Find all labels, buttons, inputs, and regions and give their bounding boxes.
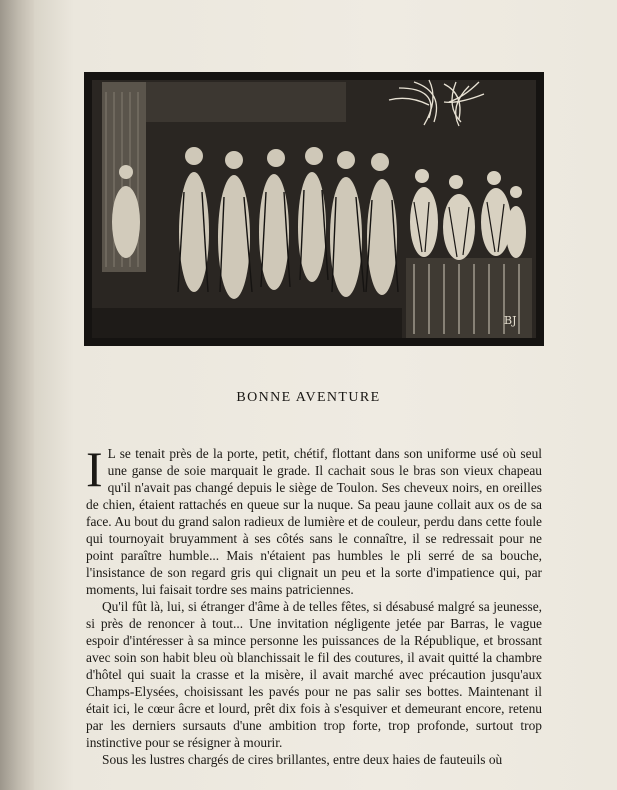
paragraph-3: Sous les lustres chargés de cires brillantes, entre deux haies de fauteuils où [102, 752, 503, 767]
engraver-monogram: BJ [504, 314, 517, 327]
paragraph-1 [86, 441, 542, 598]
woodcut-illustration [84, 72, 544, 346]
chapter-title: BONNE AVENTURE [236, 390, 381, 405]
chapter-text [86, 441, 542, 768]
paragraph-2: Qu'il fût là, lui, si étranger d'âme à de telles fêtes, si désabusé malgré sa jeunesse, si près de renoncer à tout... Une invitation négligente jetée par Barras, le vague espoir d'intéresser à sa mince personne les puissances de la République, et brossant avec soin son habit bleu où blanchissait le fil des coutures, il avait quitté la chambre d'hôtel qui suait la crasse et la misère, il avait marché avec précaution jusqu'aux Champs-Elysées, choisissant les pavés pour ne pas salir ses bottes. Maintenant il était ici, le cœur âcre et lourd, prêt dix fois à s'esquiver et demeurant encore, retenu par les derniers sursauts d'une ambition trop forte, trop profonde, surtout trop instinctive pour se résigner à mourir. [86, 599, 542, 750]
drop-cap: I [86, 441, 103, 497]
paragraph-1-text: L se tenait près de la porte, petit, chétif, flottant dans son uniforme usé où seul une ganse de soie marquait le grade. Il cachait sous le bras son vieux chapeau qu'il n'avait pas changé depuis le siège de Toulon. Ses cheveux noirs, en oreilles de chien, étaient rattachés en queue sur la nuque. Sa peau jaune collait aux os de sa face. Au bout du grand salon radieux de lumière et de couleur, perdu dans cette foule qui tournoyait bruyamment à ses côtés sans le connaître, il se redressait pour ne point paraître humble... Mais n'étaient pas humbles le pli serré de sa bouche, l'insistance de son regard gris qui clignait un peu et la sorte d'impatience qui, par moments, lui faisait tordre ses mains patriciennes. [86, 446, 542, 597]
ballroom-engraving [84, 72, 544, 346]
